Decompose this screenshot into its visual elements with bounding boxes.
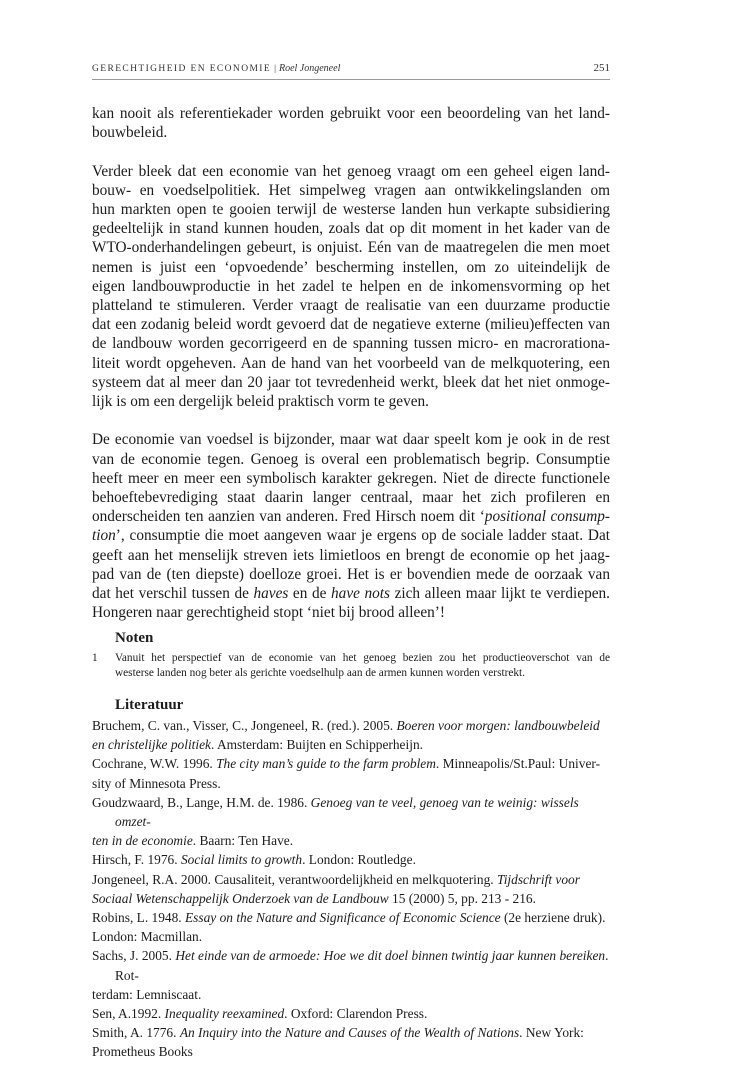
text-line: bouwbeleid. (92, 124, 168, 142)
ref-title: Inequality reexamined (164, 1006, 285, 1022)
ref-publisher: . Oxford: Clarendon Press. (284, 1006, 428, 1022)
italic-term: positional consump- (484, 508, 610, 526)
reference-entry (92, 716, 610, 754)
paragraph-3 (92, 430, 610, 622)
text-line: WTO-onderhandelingen gebeurt, is onjuist. Eén van de maatregelen die men moet (92, 239, 610, 257)
text-line: De economie van voedsel is bijzonder, maar wat daar speelt kom je ook in de rest (92, 431, 610, 449)
ref-publisher: . Baarn: Ten Have. (192, 833, 294, 849)
text-line: pad van de (ten diepste) doelloze groei. Het is er bovendien mede de oorzaak van (92, 565, 610, 583)
reference-line: sity of Minnesota Press. (92, 775, 221, 791)
footnote-line: Vanuit het perspectief van de economie van het genoeg bezien zou het productieoverschot van de (115, 652, 610, 664)
reference-entry (92, 908, 610, 946)
footnote-line: westerse landen nog beter als gerichte voedselhulp aan de armen kunnen worden verstrekt. (115, 667, 525, 679)
reference-line (92, 1023, 610, 1042)
reference-line (92, 946, 610, 984)
text-line: gedeeltelijk in stand kunnen houden, zoals dat op dit moment in het kader van de (92, 220, 610, 238)
reference-line (92, 831, 610, 850)
notes-heading: Noten (115, 630, 154, 646)
text-line: kan nooit als referentiekader worden gebruikt voor een beoordeling van het land- (92, 105, 610, 122)
text-line: hun markten open te gooien terwijl de westerse landen hun verkapte subsidiering (92, 201, 610, 218)
reference-line: Prometheus Books (92, 1044, 193, 1060)
reference-line (92, 793, 610, 831)
running-title: GERECHTIGHEID EN ECONOMIE (92, 64, 272, 74)
ref-title: Genoeg van te veel, genoeg van te weinig: wissels omzet- (115, 794, 579, 830)
ref-authors: Hirsch, F. 1976. (92, 852, 181, 868)
literature-heading: Literatuur (115, 697, 184, 713)
ref-authors: Goudzwaard, B., Lange, H.M. de. 1986. (92, 794, 311, 810)
text-run: en de (288, 585, 332, 603)
reference-line (92, 870, 610, 889)
italic-term: tion (92, 527, 116, 545)
ref-publisher: . Minneapolis/St.Paul: Univer- (435, 756, 601, 772)
ref-publisher: . Amsterdam: Buijten en Schipperheijn. (211, 737, 423, 753)
text-line: heeft meer en meer een symbolisch karakter gekregen. Niet de directe functionele (92, 469, 610, 487)
paragraph-1 (92, 104, 610, 142)
text-line: eigen landbouwproductie in het zadel te helpen en de inkomensvorming op het (92, 277, 610, 295)
text-line: Verder bleek dat een economie van het genoeg vraagt om een geheel eigen land- (92, 162, 610, 180)
reference-entry (92, 1004, 610, 1023)
text-line: dat een zodanig beleid wordt gevoerd dat de negatieve externe (milieu)effecten van (92, 316, 610, 334)
text-line (92, 584, 610, 603)
text-line: bouw- en voedselpolitiek. Het simpelweg vragen aan ontwikkelingslanden om (92, 181, 610, 199)
ref-authors: Cochrane, W.W. 1996. (92, 756, 217, 772)
ref-title: The city man’s guide to the farm problem (216, 756, 436, 772)
text-line: Hongeren naar gerechtigheid stopt ‘niet bij brood alleen’! (92, 604, 445, 622)
paragraph-2 (92, 162, 610, 412)
reference-entry (92, 946, 610, 1004)
ref-authors: Jongeneel, R.A. 2000. Causaliteit, verantwoordelijkheid en melkquotering. (92, 871, 497, 887)
reference-line (92, 716, 610, 735)
reference-line (92, 1004, 610, 1023)
italic-term: haves (253, 585, 289, 603)
text-line: van de economie tegen. Genoeg is overal een problematisch begrip. Consumptie (92, 450, 610, 468)
ref-title: Essay on the Nature and Significance of Economic Science (185, 910, 501, 926)
text-line (92, 507, 610, 526)
body-text (92, 104, 610, 642)
reference-entry (92, 870, 610, 908)
ref-title: Sociaal Wetenschappelijk Onderzoek van de Landbouw (92, 890, 389, 906)
reference-line: terdam: Lemniscaat. (92, 986, 202, 1002)
reference-line (92, 889, 610, 908)
ref-publisher: 15 (2000) 5, pp. 213 - 216. (388, 890, 536, 906)
text-run: zich alleen maar lijkt te verdiepen. (390, 585, 610, 603)
running-title-block (92, 63, 340, 74)
reference-line (92, 754, 610, 773)
ref-title: An Inquiry into the Nature and Causes of the Wealth of Nations (179, 1025, 520, 1041)
italic-term: have nots (331, 585, 390, 603)
text-line: platteland te stimuleren. Verder vraagt de realisatie van een duurzame productie (92, 297, 610, 315)
reference-entry (92, 793, 610, 851)
reference-list (92, 716, 610, 1062)
reference-line (92, 850, 610, 869)
header-author: Roel Jongeneel (278, 63, 341, 74)
reference-entry (92, 1023, 610, 1061)
ref-authors: Sen, A.1992. (92, 1006, 165, 1022)
text-line: geeft aan het menselijk streven iets limietloos en brengt de economie op het jaag- (92, 546, 610, 564)
ref-publisher: (2e herziene druk). (500, 910, 606, 926)
ref-authors: Sachs, J. 2005. (92, 948, 176, 964)
reference-line: London: Macmillan. (92, 929, 203, 945)
ref-title: Het einde van de armoede: Hoe we dit doel binnen twintig jaar kunnen bereiken (175, 948, 606, 964)
text-run: onderscheiden ten aanzien van anderen. Fred Hirsch noem dit ‘ (92, 508, 485, 526)
header-separator: | (274, 64, 276, 74)
notes-list (92, 651, 610, 681)
ref-publisher: . New York: (519, 1025, 584, 1041)
footnote-text (115, 651, 610, 681)
text-line: nemen is juist een ‘opvoedende’ bescherming instellen, om zo uiteindelijk de (92, 258, 610, 276)
reference-entry (92, 754, 610, 792)
ref-authors: Smith, A. 1776. (92, 1025, 180, 1041)
page-number: 251 (593, 62, 610, 74)
ref-title: en christelijke politiek (92, 737, 211, 753)
ref-title: Social limits to growth (180, 852, 303, 868)
ref-publisher: . Rot- (115, 948, 609, 983)
ref-authors: Bruchem, C. van., Visser, C., Jongeneel, R. (red.). 2005. (92, 718, 397, 733)
text-line: systeem dat al meer dan 20 jaar tot tevredenheid werkt, bleek dat het niet onmoge- (92, 373, 610, 391)
footnote-number: 1 (92, 652, 98, 664)
ref-title: ten in de economie (92, 833, 193, 849)
reference-entry (92, 850, 610, 869)
text-run: dat het verschil tussen de (92, 585, 254, 603)
reference-line (92, 908, 610, 927)
text-line: de landbouw worden gecorrigeerd en de spanning tussen micro- en macrorationa- (92, 335, 610, 353)
ref-publisher: . London: Routledge. (302, 852, 416, 868)
text-run: ’, consumptie die moet aangeven waar je ergens op de sociale ladder staat. Dat (115, 527, 610, 545)
ref-title: Boeren voor morgen: landbouwbeleid (396, 718, 600, 733)
running-header (92, 61, 610, 80)
text-line: lijk is om een dergelijk beleid praktisch vorm te geven. (92, 393, 430, 411)
text-line (92, 526, 610, 545)
ref-title: Tijdschrift voor (496, 871, 580, 887)
text-line: liteit wordt opgeheven. Aan de hand van het voorbeeld van de melkquotering, een (92, 354, 610, 372)
text-line: behoeftebevrediging staat daarin langer centraal, maar het zich profileren en (92, 489, 610, 507)
reference-line (92, 735, 610, 754)
ref-authors: Robins, L. 1948. (92, 910, 185, 926)
